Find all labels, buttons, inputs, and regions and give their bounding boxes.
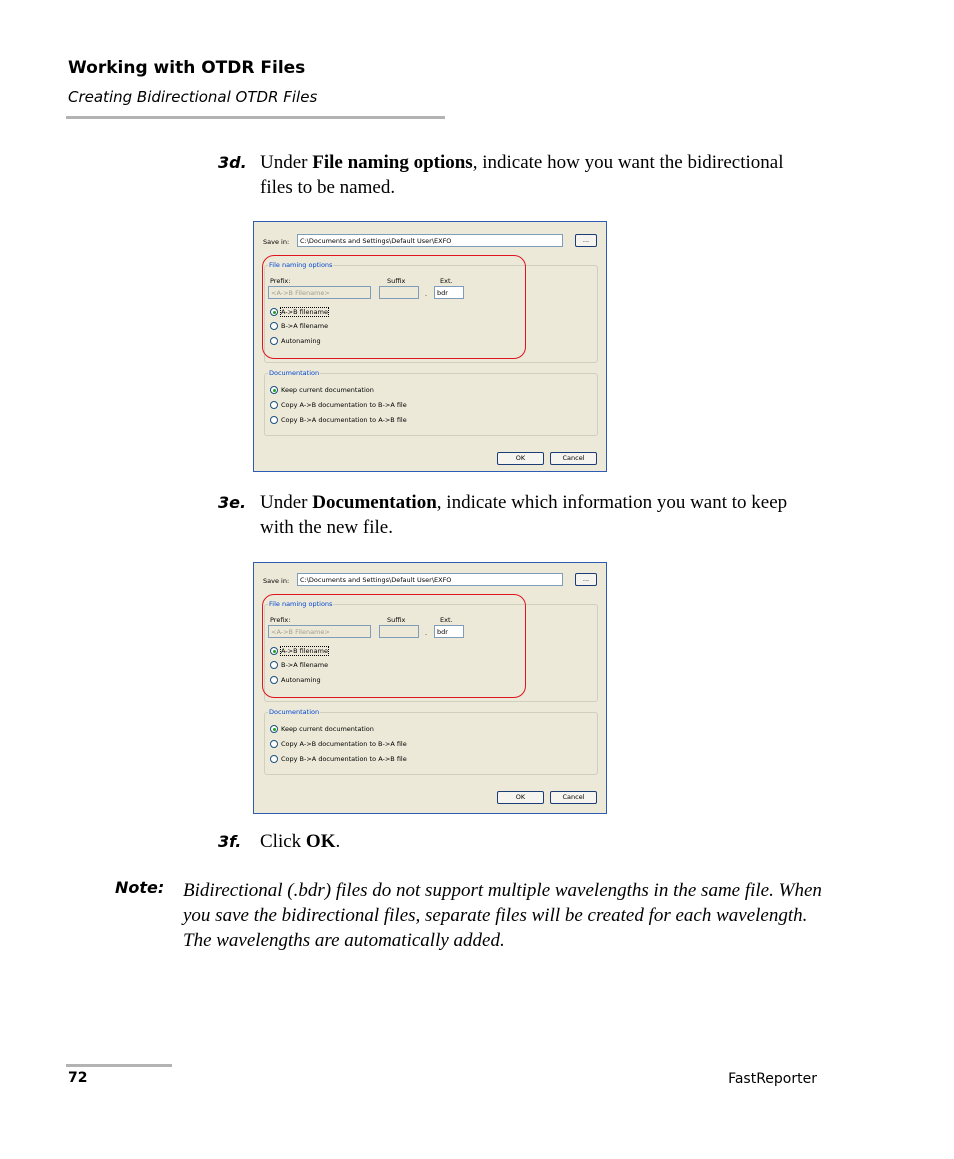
radio-autonaming-label: Autonaming [281, 676, 321, 684]
radio-copy-ba-to-ab-label: Copy B->A documentation to A->B file [281, 755, 407, 763]
radio-autonaming-label: Autonaming [281, 337, 321, 345]
save-in-field[interactable]: C:\Documents and Settings\Default User\EXFO [297, 573, 563, 586]
step-instruction [260, 829, 820, 854]
file-naming-highlight [262, 594, 526, 698]
radio-copy-ba-to-ab[interactable] [270, 416, 278, 424]
note-label: Note: [115, 878, 165, 897]
suffix-label: Suffix [387, 616, 406, 624]
header-divider [66, 116, 445, 119]
step-instruction [260, 150, 820, 200]
documentation-title: Documentation [269, 369, 320, 377]
radio-copy-ab-to-ba[interactable] [270, 401, 278, 409]
prefix-field[interactable]: <A->B Filename> [268, 625, 371, 638]
step-instruction [260, 490, 820, 540]
step-text-post: , indicate how you want the bidirectional files to be named. [260, 152, 784, 198]
radio-ab-filename-label: A->B filename [281, 647, 328, 655]
radio-keep-documentation-label: Keep current documentation [281, 725, 374, 733]
radio-copy-ab-to-ba[interactable] [270, 740, 278, 748]
radio-keep-documentation-label: Keep current documentation [281, 386, 374, 394]
ok-button[interactable]: OK [497, 791, 544, 804]
radio-ba-filename-label: B->A filename [281, 661, 329, 669]
ext-dot: . [425, 290, 428, 298]
radio-ab-filename-label: A->B filename [281, 308, 328, 316]
note-text: Bidirectional (.bdr) files do not support multiple wavelengths in the same file. When you save the bidirectional files, separate files will be created for each wavelength. The wavelengths are automatically added. [183, 880, 822, 951]
step-number: 3e. [218, 493, 247, 512]
product-name: FastReporter [728, 1071, 817, 1087]
prefix-field[interactable]: <A->B Filename> [268, 286, 371, 299]
browse-button[interactable]: ... [575, 234, 597, 247]
step-number: 3f. [218, 832, 242, 851]
save-in-label: Save in: [263, 238, 290, 246]
step-text-bold: Documentation [312, 492, 437, 513]
page-number: 72 [68, 1070, 88, 1086]
radio-copy-ba-to-ab[interactable] [270, 755, 278, 763]
save-in-field[interactable]: C:\Documents and Settings\Default User\EXFO [297, 234, 563, 247]
radio-copy-ba-to-ab-label: Copy B->A documentation to A->B file [281, 416, 407, 424]
browse-button[interactable]: ... [575, 573, 597, 586]
cancel-button[interactable]: Cancel [550, 791, 597, 804]
suffix-label: Suffix [387, 277, 406, 285]
file-naming-title: File naming options [269, 600, 333, 608]
bidirectional-save-dialog [253, 221, 607, 472]
step-text-bold: OK [305, 831, 336, 852]
save-in-label: Save in: [263, 577, 290, 585]
step-text-bold: File naming options [312, 152, 473, 173]
ext-label: Ext. [440, 616, 453, 624]
ext-label: Ext. [440, 277, 453, 285]
documentation-title: Documentation [269, 708, 320, 716]
ok-button[interactable]: OK [497, 452, 544, 465]
step-text-pre: Click [260, 831, 306, 852]
radio-copy-ab-to-ba-label: Copy A->B documentation to B->A file [281, 740, 407, 748]
radio-ba-filename-label: B->A filename [281, 322, 329, 330]
section-title: Creating Bidirectional OTDR Files [68, 88, 318, 106]
step-text-post: , indicate which information you want to keep with the new file. [260, 492, 788, 538]
ext-field[interactable]: bdr [434, 625, 464, 638]
prefix-label: Prefix: [270, 277, 291, 285]
ext-dot: . [425, 629, 428, 637]
radio-keep-documentation[interactable] [270, 725, 278, 733]
prefix-label: Prefix: [270, 616, 291, 624]
radio-copy-ab-to-ba-label: Copy A->B documentation to B->A file [281, 401, 407, 409]
step-text-pre: Under [260, 492, 313, 513]
bidirectional-save-dialog [253, 562, 607, 814]
chapter-title: Working with OTDR Files [68, 58, 306, 78]
step-text-post: . [335, 831, 341, 852]
cancel-button[interactable]: Cancel [550, 452, 597, 465]
ext-field[interactable]: bdr [434, 286, 464, 299]
file-naming-title: File naming options [269, 261, 333, 269]
step-text-pre: Under [260, 152, 313, 173]
step-number: 3d. [218, 153, 247, 172]
file-naming-highlight [262, 255, 526, 359]
footer-divider [66, 1064, 172, 1067]
radio-keep-documentation[interactable] [270, 386, 278, 394]
